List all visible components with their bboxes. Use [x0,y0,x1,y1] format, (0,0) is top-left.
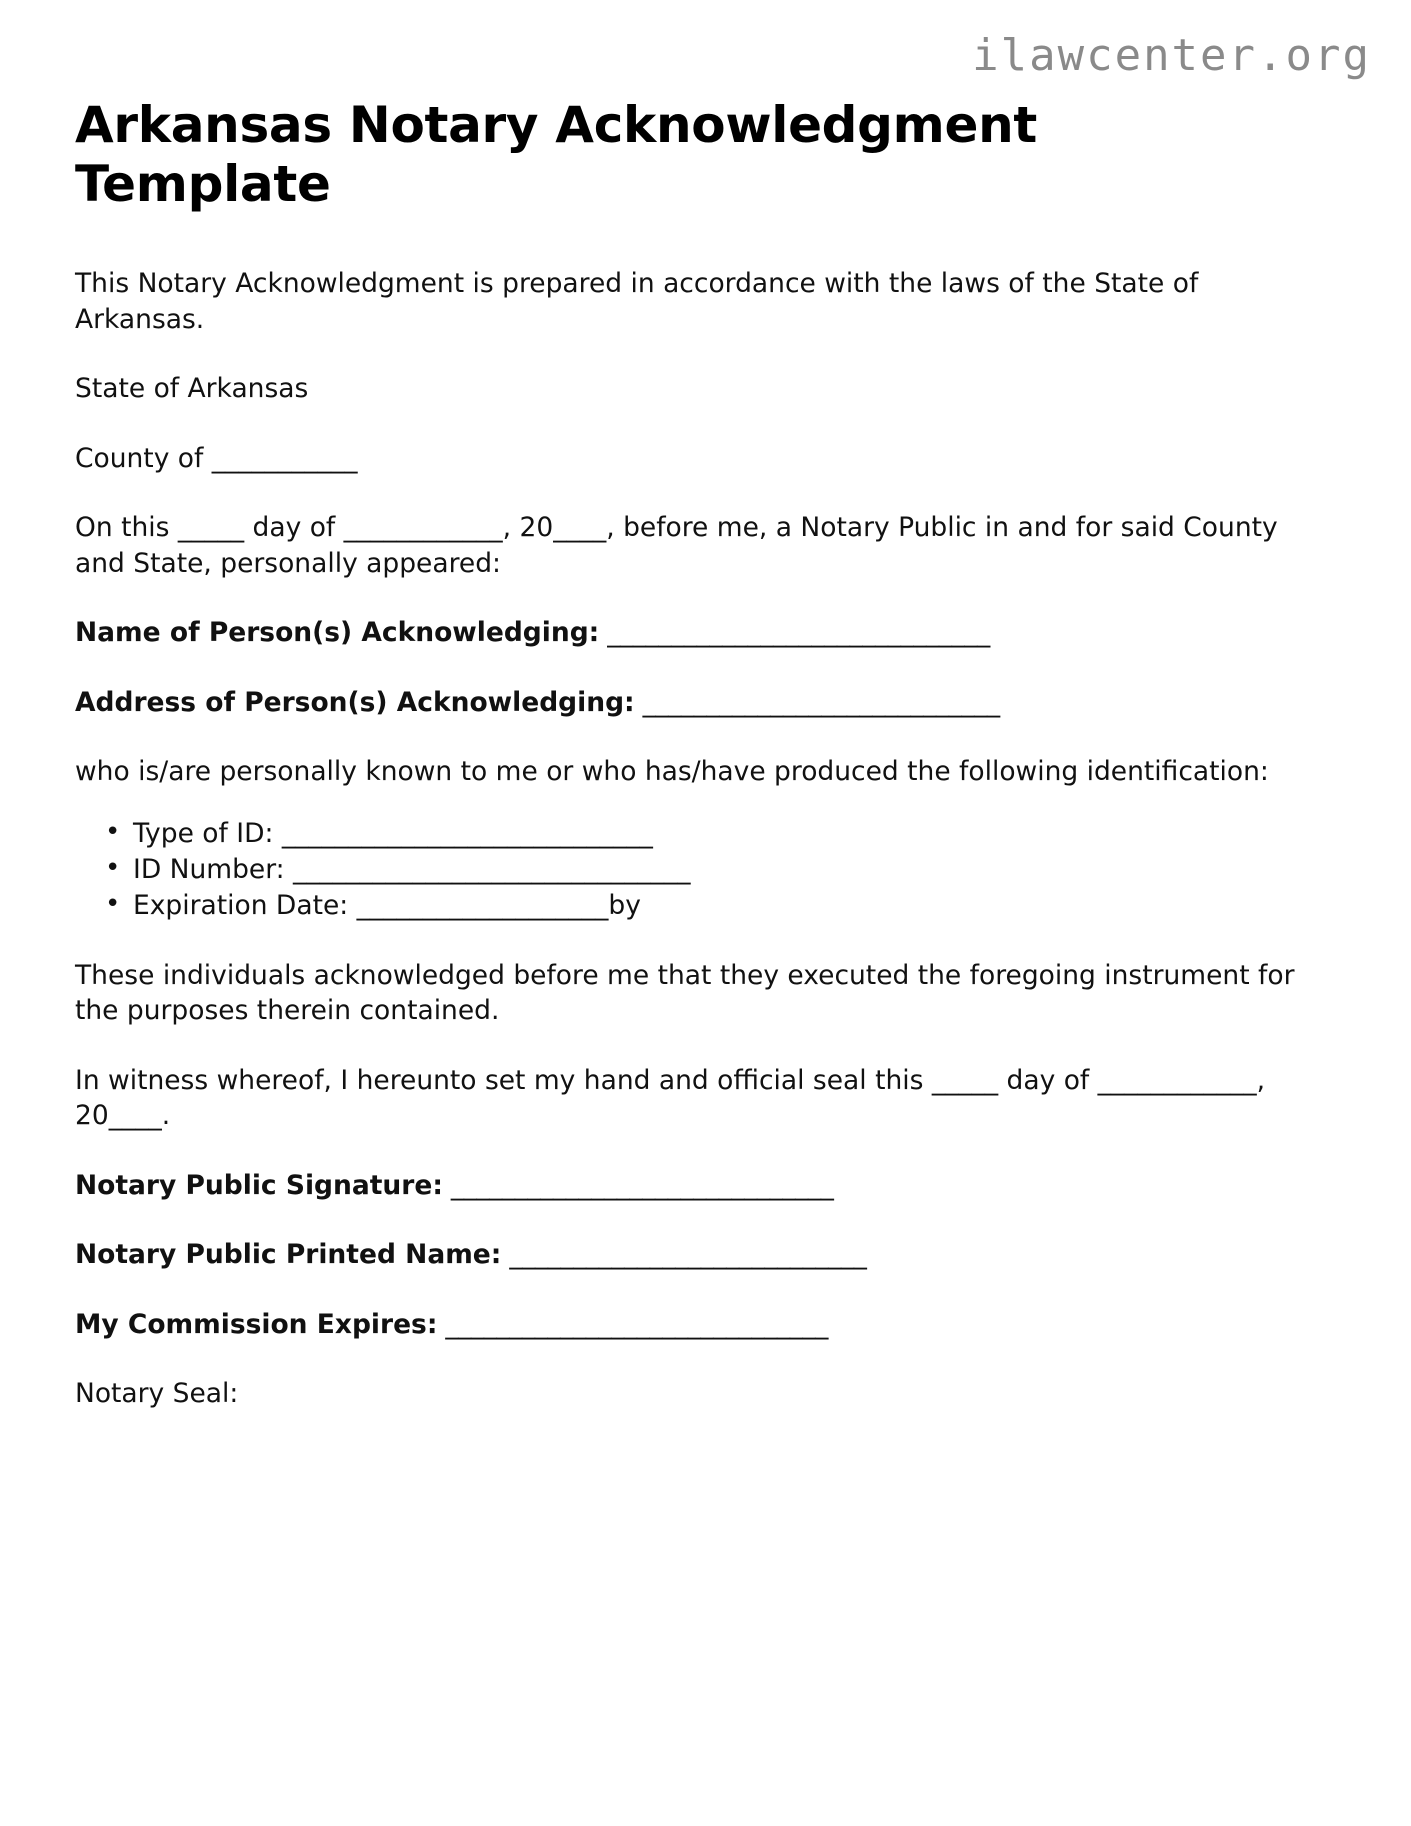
commission-expires-line [75,1307,1320,1343]
notary-signature-line [75,1168,1320,1204]
document-content [75,96,1337,1412]
notary-signature-label: Notary Public Signature: [75,1169,443,1201]
notary-seal-line: Notary Seal: [75,1378,239,1410]
list-item: • ID Number: ______________________________ [133,852,1337,888]
address-of-person-blank: ____________________________ [634,686,1000,718]
notary-printed-name-blank: ____________________________ [501,1239,867,1271]
identification-paragraph: who is/are personally known to me or who has/have produced the following identification: [75,756,1269,787]
name-of-person-blank: ______________________________ [599,617,990,648]
commission-expires-blank: ______________________________ [437,1308,828,1340]
county-line: County of ___________ [75,442,358,474]
list-item: • Type of ID: ____________________________ [133,816,1337,852]
identification-list [75,816,1337,924]
notary-printed-name-line [75,1237,1320,1273]
notary-signature-blank: ______________________________ [442,1169,834,1201]
acknowledgment-paragraph: These individuals acknowledged before me that they executed the foregoing instrument for the purposes therein contained. [75,959,1295,1027]
page-title: Arkansas Notary Acknowledgment Template [75,96,1037,213]
name-of-person-line [75,615,1320,651]
address-of-person-line [75,685,1320,721]
notary-printed-name-label: Notary Public Printed Name: [75,1239,502,1271]
name-of-person-label: Name of Person(s) Acknowledging: [75,617,600,648]
appearance-paragraph: On this _____ day of ____________, 20____, before me, a Notary Public in and for said County and State, personally appeared: [75,512,1278,579]
site-watermark: ilawcenter.org [972,30,1371,81]
witness-paragraph: In witness whereof, I hereunto set my hand and official seal this _____ day of ____________, 20____. [75,1064,1266,1132]
state-line: State of Arkansas [75,373,309,404]
intro-paragraph: This Notary Acknowledgment is prepared in accordance with the laws of the State of Arkansas. [75,268,1199,335]
list-item: • Expiration Date: ___________________by [133,888,1337,924]
address-of-person-label: Address of Person(s) Acknowledging: [75,686,635,718]
commission-expires-label: My Commission Expires: [75,1308,438,1340]
